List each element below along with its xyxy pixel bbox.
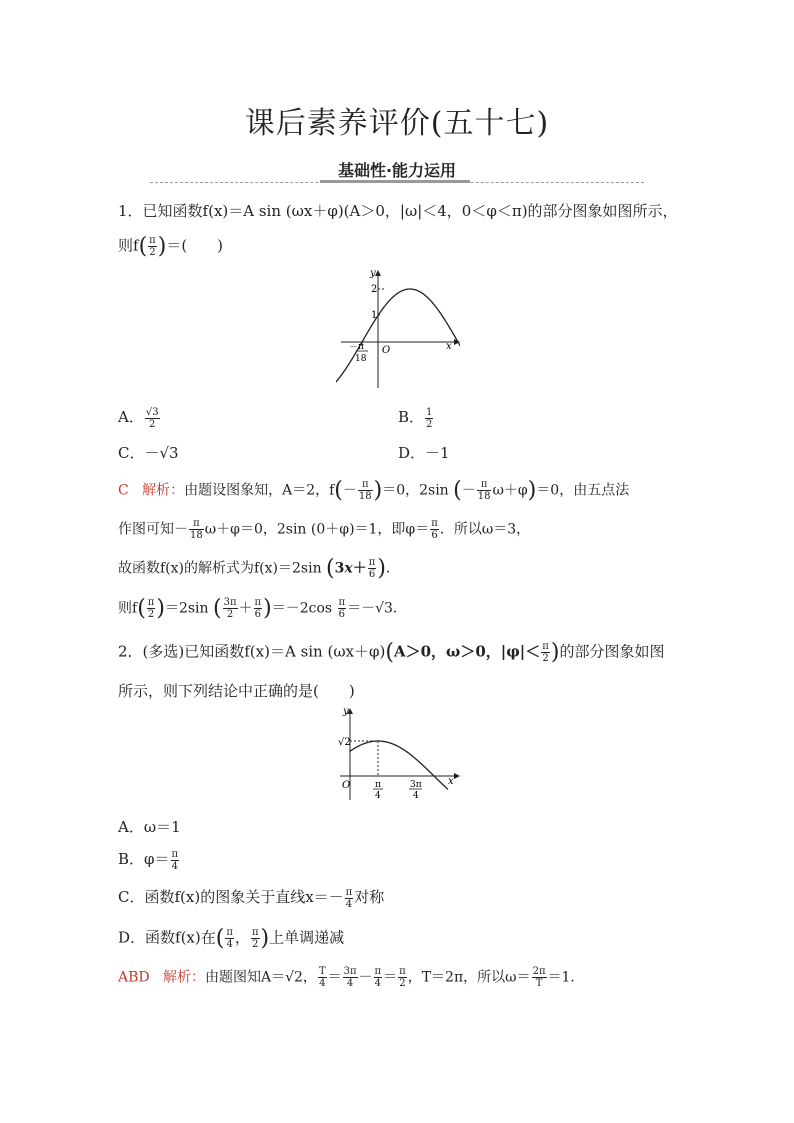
q1-sine-curve bbox=[336, 289, 460, 390]
q1-option-a[interactable]: A． $\frac{√3}{2}$ bbox=[118, 406, 159, 430]
q2-option-c[interactable]: C．函数f(x)的图象关于直线x＝－ $\frac{\pi}{4}$ 对称 bbox=[118, 886, 385, 910]
q1-graph-x-tick-sign: － bbox=[349, 343, 359, 353]
q2-graph-y-tick: √2 bbox=[338, 737, 351, 748]
q2-option-b[interactable]: B．φ＝ $\frac{\pi}{4}$ bbox=[118, 848, 179, 872]
q2-solution: ABD 解析：由题图知A＝√2， $\frac{T}{4}$ ＝ $\frac{3\pi}{4}$ － $\frac{\pi}{4}$ ＝ $\frac{\pi}{2}$ ，T＝2π，所以ω＝ $\frac{2\pi}{T}$ ＝1． bbox=[118, 966, 585, 989]
q2-graph-origin: O bbox=[342, 780, 351, 791]
q2-graph-x-label: x bbox=[448, 776, 454, 787]
q1-graph-x-tick-den: 18 bbox=[355, 354, 367, 364]
section-heading: 基础性·能力运用 bbox=[337, 161, 457, 180]
q2-sine-curve bbox=[350, 741, 448, 789]
q2-option-a[interactable]: A．ω＝1 bbox=[118, 818, 181, 836]
q1-solution-line2: 作图可知－ $\frac{\pi}{18}$ ω＋φ＝0，2sin (0＋φ)＝1，即φ＝ $\frac{\pi}{6}$ ．所以ω＝3， bbox=[118, 518, 531, 541]
q1-graph-origin: O bbox=[382, 345, 391, 356]
q1-graph-tick-2: 2 bbox=[371, 284, 378, 295]
q1-sine-graph bbox=[336, 266, 460, 394]
q1-solution-line1: C 解析：由题设图象知，A＝2，f(－ $\frac{\pi}{18}$ )＝0，2sin (－ $\frac{\pi}{18}$ ω＋φ)＝0，由五点法 bbox=[118, 478, 630, 503]
q1-option-d[interactable]: D．－1 bbox=[398, 444, 450, 462]
q2-graph-x-tick2-den: 4 bbox=[413, 791, 419, 801]
q2-graph-x-tick1-den: 4 bbox=[375, 791, 381, 801]
q2-graph-y-label: y bbox=[343, 706, 349, 717]
page-title: 课后素养评价(五十七) bbox=[244, 106, 550, 141]
q1-graph-tick-1: 1 bbox=[371, 310, 378, 321]
q2-sine-graph bbox=[336, 704, 460, 804]
q1-stem-line2: 则f( $\frac{\pi}{2}$ )＝( ) bbox=[118, 234, 224, 259]
q2-option-d[interactable]: D．函数f(x)在( $\frac{\pi}{4}$ ， $\frac{\pi}{2}$ )上单调递减 bbox=[118, 926, 345, 951]
q1-graph-x-tick-num: π bbox=[358, 342, 364, 352]
q2-stem-line1: 2．(多选)已知函数f(x)＝A sin (ωx＋φ)(A＞0，ω＞0，|φ|＜ $\frac{\pi}{2}$ )的部分图象如图 bbox=[118, 640, 665, 665]
q1-solution-line4: 则f( $\frac{\pi}{2}$ )＝2sin ( $\frac{3\pi}{2}$ ＋ $\frac{\pi}{6}$ )＝－2cos $\frac{\pi}{6}$ ＝－√3． bbox=[118, 596, 407, 621]
q2-graph-x-tick1-num: π bbox=[375, 780, 381, 790]
q1-option-c[interactable]: C．－√3 bbox=[118, 444, 179, 462]
section-divider bbox=[150, 182, 644, 183]
q2-stem-line2: 所示，则下列结论中正确的是( ) bbox=[118, 682, 355, 700]
q1-option-b[interactable]: B． $\frac{1}{2}$ bbox=[398, 406, 433, 430]
q1-solution-line3: 故函数f(x)的解析式为f(x)＝2sin (3x＋ $\frac{\pi}{6}$ ). bbox=[118, 556, 391, 581]
q1-stem-line1: 1．已知函数f(x)＝A sin (ωx＋φ)(A＞0，|ω|＜4，0＜φ＜π)的部分图象如图所示， bbox=[118, 202, 678, 220]
q1-graph-y-label: y bbox=[370, 268, 376, 279]
q1-graph-x-label: x bbox=[446, 341, 452, 352]
q2-graph-x-tick2-num: 3π bbox=[410, 780, 422, 790]
